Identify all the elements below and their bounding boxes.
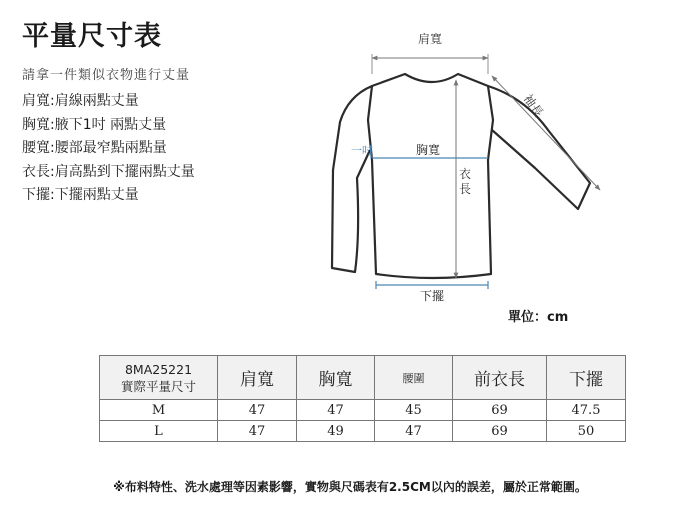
table-row — [100, 421, 626, 442]
inch-label: 一吋 — [351, 144, 373, 157]
table-cell: 47.5 — [547, 400, 626, 421]
size-cell: M — [100, 400, 218, 421]
measure-line-chest: 胸寬:腋下1吋 兩點丈量 — [22, 116, 167, 133]
column-header-shoulder: 肩寬 — [218, 356, 297, 400]
column-header-length: 前衣長 — [453, 356, 547, 400]
page-subtitle: 請拿一件類似衣物進行丈量 — [22, 68, 191, 83]
disclaimer-note: ※布料特性、洗水處理等因素影響，實物與尺碼表有2.5CM以內的誤差，屬於正常範圍。 — [113, 480, 587, 494]
shirt-left-sleeve — [332, 86, 372, 272]
length-label-1: 衣 — [458, 167, 472, 181]
table-cell: 47 — [375, 421, 453, 442]
column-header-chest: 胸寬 — [297, 356, 375, 400]
column-header-waist: 腰圍 — [375, 356, 453, 400]
header-product-cell — [100, 356, 218, 400]
measure-line-waist: 腰寬:腰部最窄點兩點量 — [22, 140, 167, 156]
header-caption: 實際平量尺寸 — [120, 378, 196, 394]
shoulder-label: 肩寬 — [417, 32, 443, 46]
sleeve-arrow — [492, 76, 600, 190]
measure-line-hem: 下擺:下擺兩點丈量 — [22, 187, 139, 203]
table-cell: 49 — [297, 421, 375, 442]
size-table — [99, 355, 626, 442]
measure-line-shoulder: 肩寬:肩線兩點丈量 — [22, 93, 139, 109]
chest-label: 胸寬 — [415, 143, 441, 157]
hem-label: 下擺 — [419, 289, 445, 303]
shirt-body-outline — [368, 74, 493, 278]
table-row — [100, 400, 626, 421]
size-table-header — [100, 356, 626, 400]
page-title: 平量尺寸表 — [22, 21, 162, 52]
table-cell: 50 — [547, 421, 626, 442]
size-cell: L — [100, 421, 218, 442]
sleeve-label: 袖長 — [520, 91, 546, 120]
column-header-hem: 下擺 — [547, 356, 626, 400]
table-cell: 69 — [453, 421, 547, 442]
table-cell: 47 — [218, 400, 297, 421]
table-cell: 47 — [297, 400, 375, 421]
table-cell: 69 — [453, 400, 547, 421]
table-cell: 47 — [218, 421, 297, 442]
measure-line-length: 衣長:肩高點到下擺兩點丈量 — [22, 163, 195, 180]
product-code: 8MA25221 — [124, 361, 193, 377]
table-cell: 45 — [375, 400, 453, 421]
unit-label: 單位：cm — [508, 310, 569, 325]
length-label-2: 長 — [458, 182, 472, 196]
